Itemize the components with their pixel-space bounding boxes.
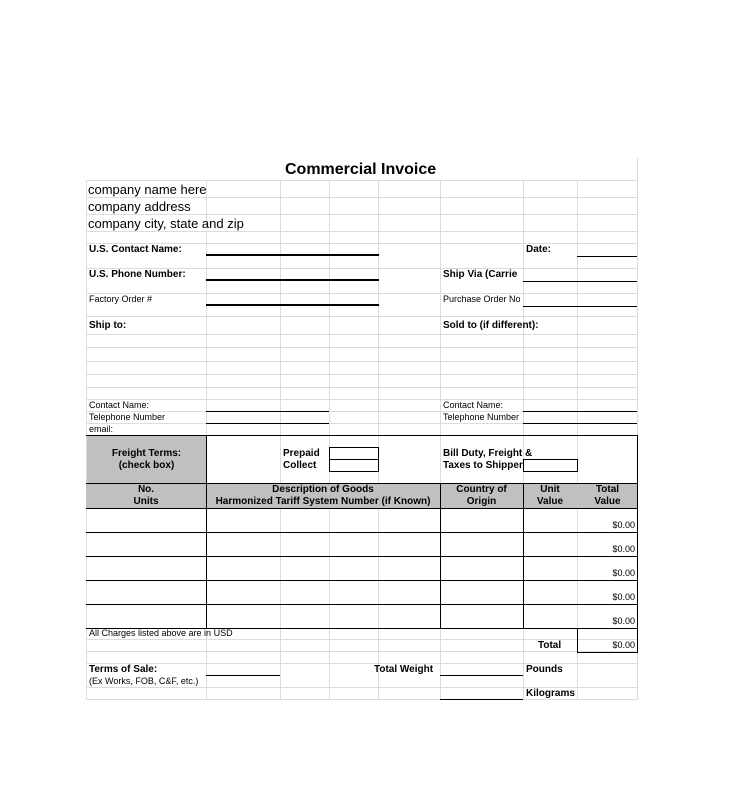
goods-row-border [86, 556, 638, 557]
total-label: Total [538, 640, 562, 651]
freight-check-box-label: (check box) [118, 460, 175, 471]
date-field[interactable] [577, 256, 637, 257]
ship-via-field[interactable] [523, 281, 637, 282]
ship-to-contact-name-field[interactable] [206, 411, 329, 412]
invoice-title: Commercial Invoice [285, 161, 437, 178]
us-phone-number-label: U.S. Phone Number: [89, 269, 186, 280]
total-weight-kilograms-field[interactable] [440, 699, 523, 700]
terms-of-sale-examples: (Ex Works, FOB, C&F, etc.) [89, 676, 199, 686]
sold-to-telephone-field[interactable] [523, 423, 637, 424]
goods-column-divider [440, 483, 441, 628]
bill-duty-checkbox[interactable] [523, 459, 578, 472]
total-value-header: Total [595, 484, 620, 495]
description-header: Description of Goods [272, 484, 374, 495]
row-total-value[interactable]: $0.00 [612, 592, 635, 602]
tariff-number-header: Harmonized Tariff System Number (if Known) [215, 496, 431, 507]
units-header: No. [137, 484, 155, 495]
prepaid-label: Prepaid [283, 448, 320, 459]
unit-value-header-line2: Value [536, 496, 564, 507]
terms-of-sale-label: Terms of Sale: [89, 664, 158, 675]
us-contact-name-label: U.S. Contact Name: [89, 244, 182, 255]
goods-column-divider [523, 483, 524, 628]
goods-column-divider [206, 483, 207, 628]
purchase-order-field[interactable] [523, 306, 637, 307]
charges-note: All Charges listed above are in USD [89, 628, 233, 638]
purchase-order-label: Purchase Order No [443, 294, 521, 304]
row-total-value[interactable]: $0.00 [612, 544, 635, 554]
sold-to-label: Sold to (if different): [443, 320, 539, 331]
bill-duty-label: Bill Duty, Freight & [443, 448, 533, 459]
units-header-line2: Units [133, 496, 159, 507]
company-name[interactable]: company name here [88, 182, 207, 197]
grand-total-bottom-border [577, 652, 638, 653]
sold-to-contact-name-field[interactable] [523, 411, 637, 412]
freight-terms-divider [206, 435, 207, 483]
country-of-origin-header-line2: Origin [466, 496, 497, 507]
pounds-label: Pounds [526, 664, 563, 675]
sold-to-contact-name-label: Contact Name: [443, 400, 504, 410]
goods-row-border [86, 580, 638, 581]
terms-of-sale-field[interactable] [206, 675, 280, 676]
sold-to-telephone-label: Telephone Number [443, 412, 520, 422]
ship-to-label: Ship to: [89, 320, 127, 331]
taxes-to-shipper-label: Taxes to Shipper [443, 460, 523, 471]
ship-via-label: Ship Via (Carrie [443, 269, 518, 280]
company-address[interactable]: company address [88, 199, 191, 214]
freight-terms-label: Freight Terms: [111, 448, 182, 459]
factory-order-label: Factory Order # [89, 294, 153, 304]
collect-label: Collect [283, 460, 317, 471]
goods-table-header-border [86, 508, 638, 509]
goods-row-border [86, 532, 638, 533]
goods-table-right-border [637, 483, 638, 653]
row-total-value[interactable]: $0.00 [612, 568, 635, 578]
goods-table-top-border [86, 483, 638, 484]
collect-checkbox[interactable] [329, 459, 379, 472]
ship-to-telephone-label: Telephone Number [89, 412, 166, 422]
freight-right-border [637, 435, 638, 483]
grand-total-value[interactable]: $0.00 [612, 640, 635, 650]
ship-to-email-label: email: [89, 424, 114, 434]
date-label: Date: [526, 244, 552, 255]
goods-row-border [86, 604, 638, 605]
ship-to-contact-name-label: Contact Name: [89, 400, 150, 410]
factory-order-field[interactable] [206, 304, 379, 306]
total-weight-label: Total Weight [374, 664, 434, 675]
us-phone-number-field[interactable] [206, 279, 379, 281]
country-of-origin-header: Country of [456, 484, 507, 495]
total-value-header-line2: Value [594, 496, 621, 507]
row-total-value[interactable]: $0.00 [612, 616, 635, 626]
unit-value-header: Unit [540, 484, 560, 495]
kilograms-label: Kilograms [526, 688, 575, 699]
ship-to-telephone-field[interactable] [206, 423, 329, 424]
company-city-state-zip[interactable]: company city, state and zip [88, 216, 244, 231]
row-total-value[interactable]: $0.00 [612, 520, 635, 530]
us-contact-name-field[interactable] [206, 254, 379, 256]
total-weight-pounds-field[interactable] [440, 675, 523, 676]
